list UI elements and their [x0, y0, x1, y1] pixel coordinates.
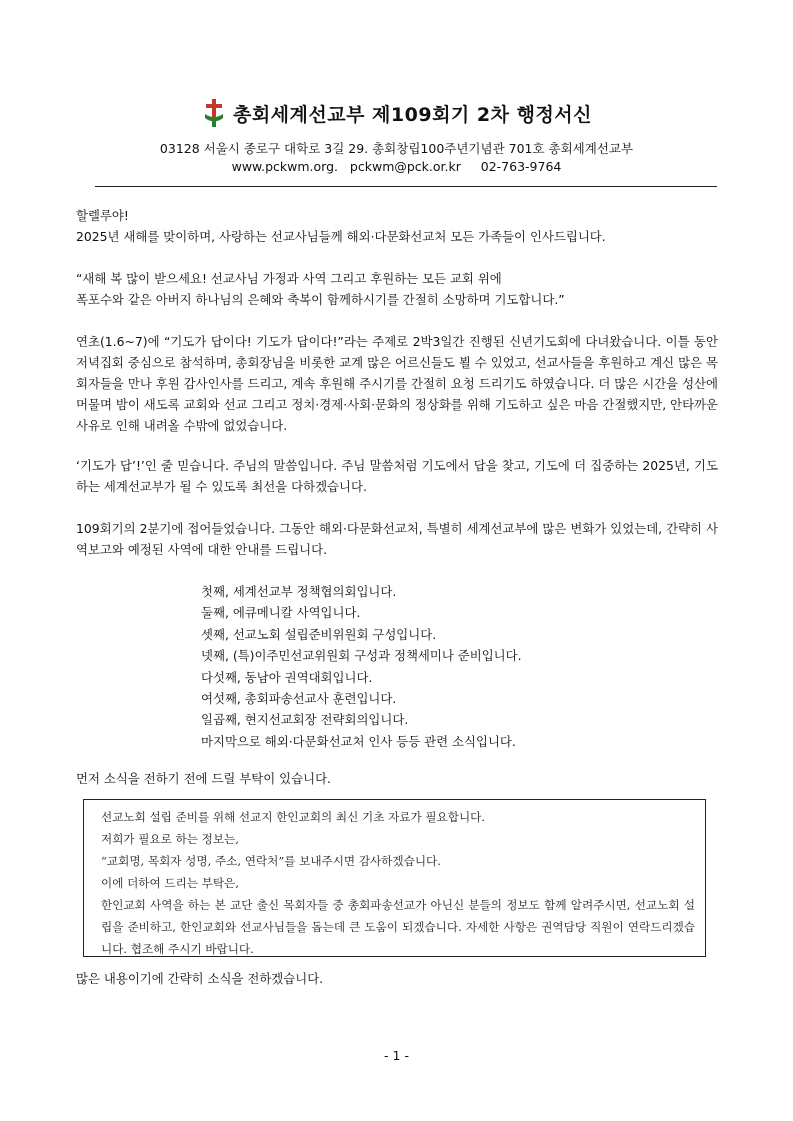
list-item: 여섯째, 총회파송선교사 훈련입니다.: [201, 691, 397, 707]
list-item: 다섯째, 동남아 권역대회입니다.: [201, 669, 373, 685]
title-row: [0, 98, 793, 128]
document-title: 총회세계선교부 제109회기 2차 행정서신: [232, 103, 593, 126]
letter-header: [0, 98, 793, 176]
paragraph-prayer-meeting: [76, 331, 718, 436]
website-link[interactable]: www.pckwm.org.: [231, 159, 338, 174]
greeting-line: 2025년 새해를 맞이하며, 사랑하는 선교사님들께 해외·다문화선교처 모든 가족들이 인사드립니다.: [76, 229, 606, 244]
paragraph-text: 연초(1.6~7)에 “기도가 답이다! 기도가 답이다!”라는 주제로 2박3일간 진행된 신년기도회에 다녀왔습니다. 이틀 동안 저녁집회 중심으로 참석하며, 총회장님을 비롯한 교계 많은 어르신들도 뵐 수 있었고, 선교사들을 후원하고 계신 많은 목회자들을 만나 후원 감사인사를 드리고, 계속 후원해 주시기를 간절히 요청 드리기도 하였습니다. 더 많은 시간을 성산에 머물며 밤이 새도록 교회와 선교 그리고 정치·경제·사회·문화의 정상화를 위해 기도하고 싶은 마음 간절했지만, 안타까운 사유로 인해 내려올 수밖에 없었습니다.: [76, 334, 719, 433]
agenda-list: [201, 581, 522, 752]
quote-block: [76, 268, 718, 310]
list-item: 첫째, 세계선교부 정책협의회입니다.: [201, 584, 397, 599]
header-divider: [95, 186, 717, 187]
contact-line: [0, 158, 793, 176]
address-line: 03128 서울시 종로구 대학로 3길 29. 총회창립100주년기념관 701호 총회세계선교부: [159, 141, 634, 156]
paragraph-prayer-answer: [76, 455, 718, 497]
request-intro: [76, 768, 718, 789]
paragraph-text: ‘기도가 답’!’인 줄 믿습니다. 주님의 말씀입니다. 주님 말씀처럼 기도에서 답을 찾고, 기도에 더 집중하는 2025년, 기도하는 세계선교부가 될 수 있도록 최선을 다하겠습니다.: [76, 458, 718, 494]
paragraph-text: 109회기의 2분기에 접어들었습니다. 그동안 해외·다문화선교처, 특별히 세계선교부에 많은 변화가 있었는데, 간략히 사역보고와 예정된 사역에 대한 안내를 드립니다.: [76, 521, 718, 557]
request-intro-text: 먼저 소식을 전하기 전에 드릴 부탁이 있습니다.: [76, 771, 331, 786]
email-link[interactable]: pckwm@pck.or.kr: [349, 159, 461, 174]
closing-text: 많은 내용이기에 간략히 소식을 전하겠습니다.: [76, 971, 324, 986]
greeting-line: 할렐루야!: [76, 208, 129, 223]
request-line: 한인교회 사역을 하는 본 교단 출신 목회자들 중 총회파송선교가 아닌신 분들의 정보도 함께 알려주시면, 선교노회 설립을 준비하고, 한인교회와 선교사님들을 돕는데 큰 도움이 되겠습니다. 자세한 사항은 권역담당 직원이 연락드리겠습니다. 협조해 주시기 바랍니다.: [101, 898, 695, 956]
page-number: - 1 -: [384, 1048, 409, 1063]
list-item: 일곱째, 현지선교회장 전략회의입니다.: [201, 712, 409, 728]
closing-line: [76, 968, 718, 989]
greeting-block: [76, 205, 718, 247]
quote-line: “새해 복 많이 받으세요! 선교사님 가정과 사역 그리고 후원하는 모든 교회 위에: [76, 271, 502, 286]
list-item: 셋째, 선교노회 설립준비위원회 구성입니다.: [201, 626, 437, 642]
list-item: 둘째, 에큐메니칼 사역입니다.: [201, 605, 361, 621]
list-item: 마지막으로 해외·다문화선교처 인사 등등 관련 소식입니다.: [201, 733, 516, 749]
request-line: “교회명, 목회자 성명, 주소, 연락처”를 보내주시면 감사하겠습니다.: [101, 854, 441, 868]
church-cross-logo-icon: [201, 98, 227, 128]
list-item: 넷째, (특)이주민선교위원회 구성과 정책세미나 준비입니다.: [201, 648, 522, 664]
quote-line: 폭포수와 같은 아버지 하나님의 은혜와 축복이 함께하시기를 간절히 소망하며 기도합니다.”: [76, 292, 565, 307]
paragraph-quarter-intro: [76, 518, 718, 560]
request-line: 이에 더하여 드리는 부탁은,: [101, 876, 239, 890]
phone-number: 02-763-9764: [480, 159, 562, 174]
address-block: [0, 140, 793, 176]
request-box: [83, 799, 706, 957]
request-line: 선교노회 설립 준비를 위해 선교지 한인교회의 최신 기초 자료가 필요합니다.: [101, 810, 486, 824]
request-line: 저희가 필요로 하는 정보는,: [101, 832, 239, 846]
